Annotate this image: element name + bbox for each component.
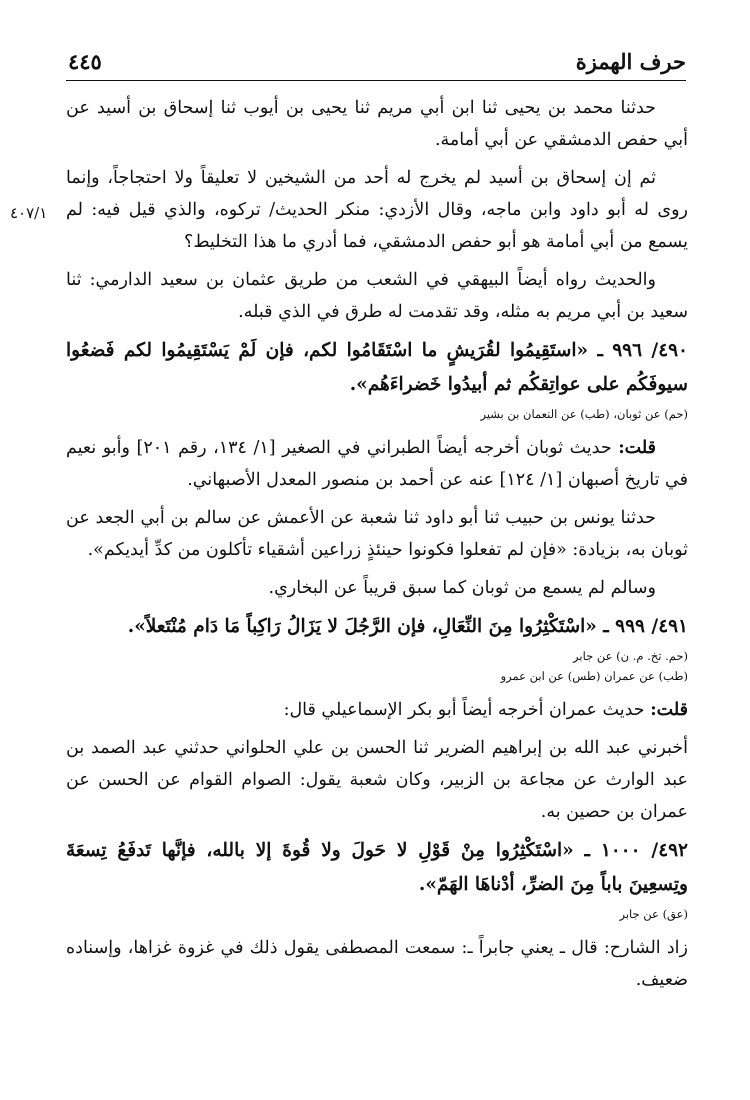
commentary-text: حديث ثوبان أخرجه أيضاً الطبراني في الصغير [١/ ١٣٤، رقم ٢٠١] وأبو نعيم في تاريخ أصبهان [١/ ١٢٤] عنه عن أحمد بن منصور المعدل الأصبهاني. bbox=[66, 438, 688, 490]
paragraph: زاد الشارح: قال ـ يعني جابراً ـ: سمعت المصطفى يقول ذلك في غزوة غزاها، وإسناده ضعيف. bbox=[66, 938, 688, 990]
hadith-source: (عق) عن جابر bbox=[619, 907, 688, 921]
hadith-text: ٤٩٢/ ١٠٠٠ ـ «اسْتَكْثِرُوا مِنْ قَوْلِ لا حَولَ ولا قُوةَ إلا بالله، فإنَّها تَدفَعُ تِسعَةَ وتِسعِينَ باباً مِنَ الضرِّ، أدْناهَا الهَمّ». bbox=[66, 840, 688, 895]
hadith-source: (حم) عن ثوبان، (طب) عن النعمان بن بشير bbox=[480, 407, 688, 421]
qult-label: قلت: bbox=[618, 438, 656, 458]
commentary-paragraph bbox=[66, 432, 688, 496]
paragraph: وسالم لم يسمع من ثوبان كما سبق قريباً عن البخاري. bbox=[268, 578, 656, 598]
hadith-source: (حم. تخ. م. ن) عن جابر bbox=[573, 649, 688, 663]
page-number: ٤٤٥ bbox=[68, 49, 102, 74]
paragraph: والحديث رواه أيضاً البيهقي في الشعب من طريق عثمان بن سعيد الدارمي: ثنا سعيد بن أبي مريم به مثله، وقد تقدمت له طرق في الذي قبله. bbox=[66, 270, 688, 322]
commentary-paragraph bbox=[66, 694, 688, 726]
chapter-title: حرف الهمزة bbox=[575, 49, 686, 74]
paragraph: أخبرني عبد الله بن إبراهيم الضرير ثنا الحسن بن علي الحلواني حدثني عبد الصمد بن عبد الوارث عن مجاعة بن الزبير، وكان شعبة يقول: الصوام القوام عن الحسن عن عمران بن حصين به. bbox=[66, 738, 688, 822]
paragraph: ثم إن إسحاق بن أسيد لم يخرج له أحد من الشيخين لا تعليقاً ولا احتجاجاً، وإنما روى له أبو داود وابن ماجه، وقال الأزدي: منكر الحديث/ تركوه، والذي قيل فيه: لم يسمع من أبي أمامة هو أبو حفص الدمشقي، فما أدري ما هذا التخليط؟ bbox=[66, 168, 688, 252]
page-header bbox=[68, 44, 686, 74]
page-body bbox=[66, 92, 688, 1002]
commentary-text: حديث عمران أخرجه أيضاً أبو بكر الإسماعيلي قال: bbox=[283, 700, 645, 720]
hadith-text: ٤٩٠/ ٩٩٦ ـ «استَقِيمُوا لقُرَيشٍ ما اسْتَقَامُوا لكم، فإن لَمْ يَسْتَقِيمُوا لكم فَضعُوا سيوفَكُم على عواتِقكُم ثم أبيدُوا خَضراءَهُم». bbox=[66, 340, 688, 395]
qult-label: قلت: bbox=[650, 700, 688, 720]
header-divider bbox=[66, 80, 686, 81]
margin-reference: ٤٠٧/١ bbox=[10, 204, 48, 222]
hadith-source: (طب) عن عمران (طس) عن ابن عمرو bbox=[500, 669, 688, 683]
hadith-text: ٤٩١/ ٩٩٩ ـ «اسْتَكْثِرُوا مِنَ النِّعَالِ، فإن الرَّجُلَ لا يَزَالُ رَاكِباً مَا دَام مُنْتَعلاً». bbox=[127, 616, 688, 637]
paragraph: حدثنا يونس بن حبيب ثنا أبو داود ثنا شعبة عن الأعمش عن سالم بن أبي الجعد عن ثوبان به، بزيادة: «فإن لم تفعلوا فكونوا حينئذٍ زراعين أشقياء تأكلون من كدِّ أيديكم». bbox=[66, 508, 688, 560]
paragraph: حدثنا محمد بن يحيى ثنا ابن أبي مريم ثنا يحيى بن أيوب ثنا إسحاق بن أسيد عن أبي حفص الدمشقي عن أبي أمامة. bbox=[66, 98, 688, 150]
